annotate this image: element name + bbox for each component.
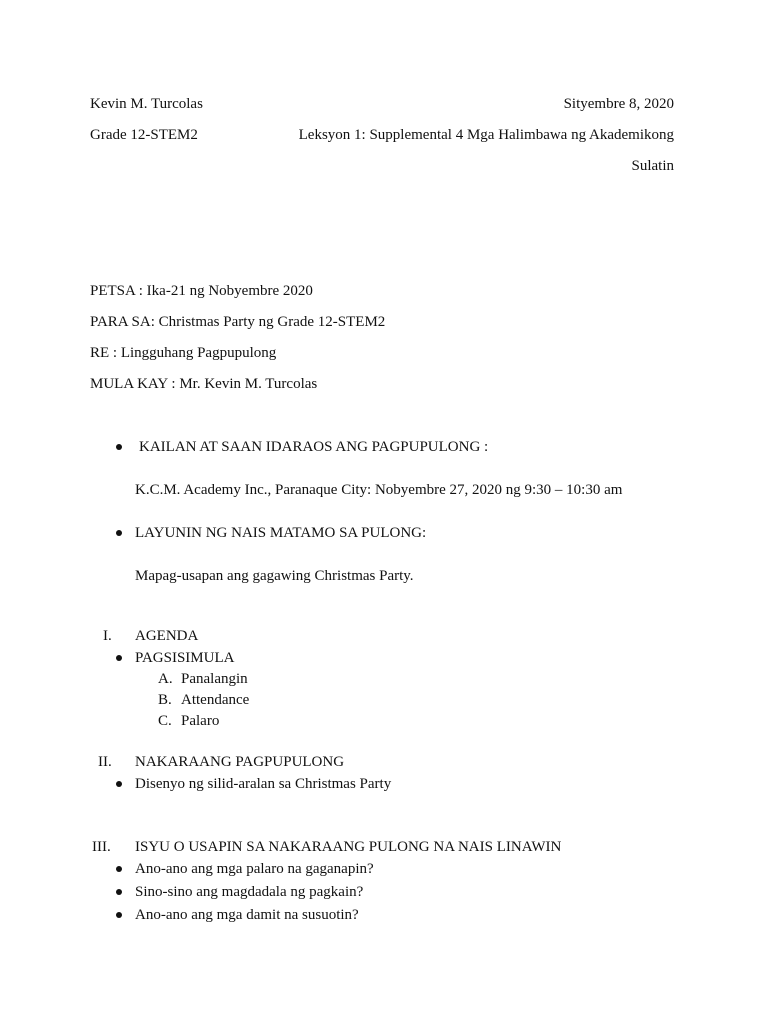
previous-meeting-title: NAKARAANG PAGPUPULONG	[135, 754, 345, 770]
agenda-item: Panalangin	[181, 671, 248, 687]
memo-re: RE : Lingguhang Pagpupulong	[90, 345, 277, 361]
agenda-item-letter: C.	[158, 713, 172, 729]
section-numeral: I.	[103, 628, 112, 644]
memo-mula-kay: MULA KAY : Mr. Kevin M. Turcolas	[90, 376, 318, 392]
lesson-title-line2: Sulatin	[631, 158, 674, 174]
memo-petsa: PETSA : Ika-21 ng Nobyembre 2020	[90, 283, 313, 299]
previous-meeting-bullet: Disenyo ng silid-aralan sa Christmas Party	[135, 776, 392, 792]
author-name: Kevin M. Turcolas	[90, 96, 203, 112]
bullet-icon	[116, 889, 122, 895]
agenda-bullet: PAGSISIMULA	[135, 650, 235, 666]
when-where-text: K.C.M. Academy Inc., Paranaque City: Nobyembre 27, 2020 ng 9:30 – 10:30 am	[135, 482, 623, 498]
issue-item: Sino-sino ang magdadala ng pagkain?	[135, 884, 364, 900]
purpose-heading: LAYUNIN NG NAIS MATAMO SA PULONG:	[135, 525, 427, 541]
agenda-item-letter: B.	[158, 692, 172, 708]
document-date: Sityembre 8, 2020	[563, 96, 674, 112]
section-numeral: II.	[98, 754, 112, 770]
when-where-heading: KAILAN AT SAAN IDARAOS ANG PAGPUPULONG :	[139, 439, 489, 455]
bullet-icon	[116, 912, 122, 918]
agenda-title: AGENDA	[135, 628, 199, 644]
bullet-icon	[116, 530, 122, 536]
agenda-item-letter: A.	[158, 671, 173, 687]
agenda-item: Attendance	[181, 692, 250, 708]
bullet-icon	[116, 444, 122, 450]
lesson-title-line1: Leksyon 1: Supplemental 4 Mga Halimbawa ng Akademikong	[298, 127, 674, 143]
bullet-icon	[116, 655, 122, 661]
section-numeral: III.	[92, 839, 111, 855]
agenda-item: Palaro	[181, 713, 220, 729]
issue-item: Ano-ano ang mga palaro na gaganapin?	[135, 861, 374, 877]
purpose-text: Mapag-usapan ang gagawing Christmas Party.	[135, 568, 414, 584]
memo-para-sa: PARA SA: Christmas Party ng Grade 12-STEM2	[90, 314, 386, 330]
bullet-icon	[116, 866, 122, 872]
issue-item: Ano-ano ang mga damit na susuotin?	[135, 907, 359, 923]
issues-title: ISYU O USAPIN SA NAKARAANG PULONG NA NAIS LINAWIN	[135, 839, 562, 855]
bullet-icon	[116, 781, 122, 787]
grade-section: Grade 12-STEM2	[90, 127, 198, 143]
